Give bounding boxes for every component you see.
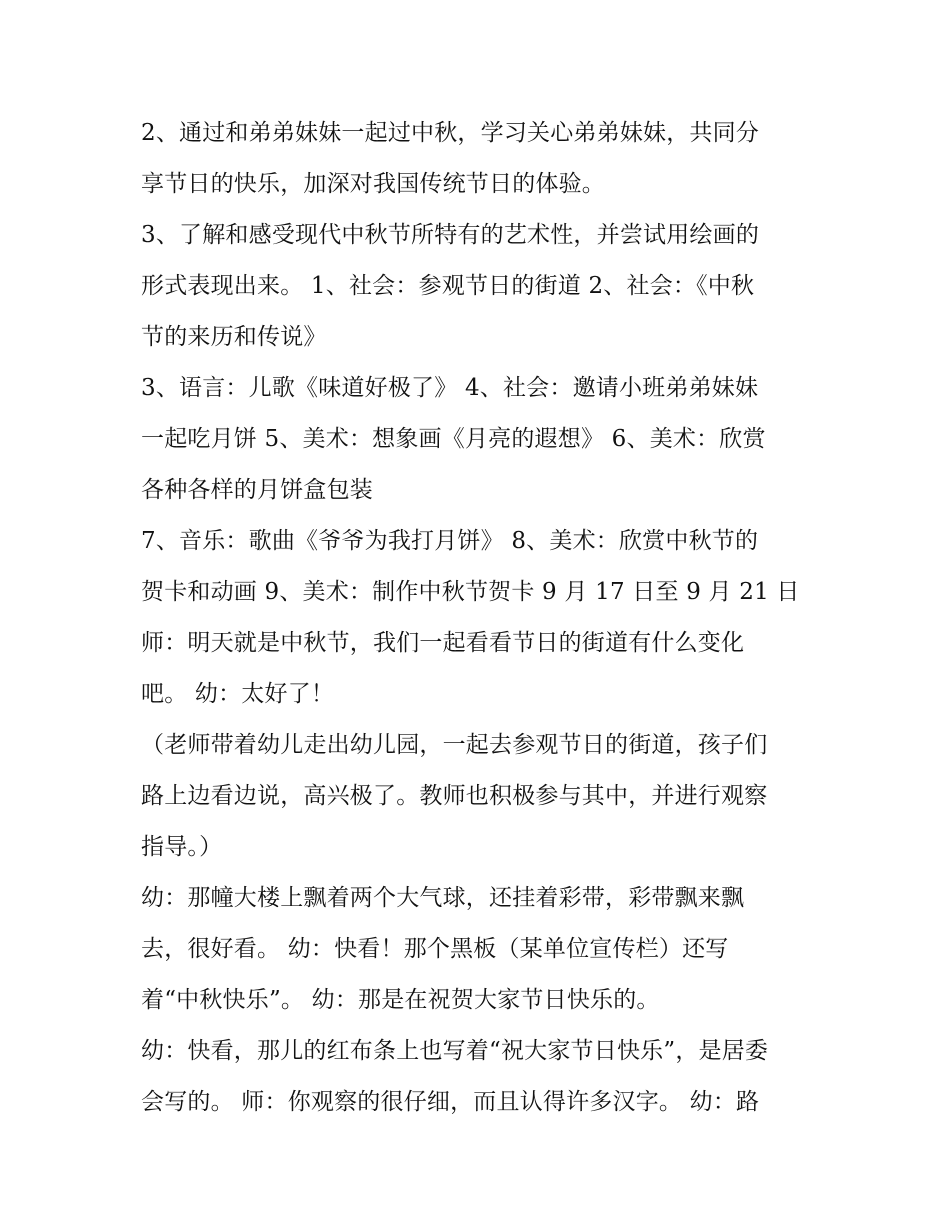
text-line: 幼：那幢大楼上飘着两个大气球，还挂着彩带，彩带飘来飘 [141, 885, 745, 911]
text-line: 形式表现出来。 1、社会：参观节日的街道 2、社会：《中秋 [141, 273, 755, 299]
text-line: 节的来历和传说》 [141, 324, 327, 350]
text-line: 幼：快看，那儿的红布条上也写着“祝大家节日快乐”，是居委 [141, 1038, 769, 1064]
text-line: 路上边看边说，高兴极了。教师也积极参与其中，并进行观察 [141, 783, 768, 809]
text-line: 去，很好看。 幼：快看！那个黑板（某单位宣传栏）还写 [141, 936, 729, 962]
text-line: 各种各样的月饼盒包装 [141, 477, 373, 503]
text-line: 指导。） [141, 834, 223, 860]
text-line: 贺卡和动画 9、美术：制作中秋节贺卡 9 月 17 日至 9 月 21 日 [141, 579, 800, 605]
text-line: 会写的。 师：你观察的很仔细，而且认得许多汉字。 幼：路 [141, 1089, 760, 1115]
text-line: 吧。 幼：太好了！ [141, 681, 335, 707]
text-line: 2、通过和弟弟妹妹一起过中秋，学习关心弟弟妹妹，共同分 [141, 120, 760, 146]
text-line: 享节日的快乐，加深对我国传统节日的体验。 [141, 171, 605, 197]
document-body [141, 108, 821, 1128]
text-line: 一起吃月饼 5、美术：想象画《月亮的遐想》 6、美术：欣赏 [141, 426, 766, 452]
text-line: 3、了解和感受现代中秋节所特有的艺术性，并尝试用绘画的 [141, 222, 760, 248]
text-line: 7、音乐：歌曲《爷爷为我打月饼》 8、美术：欣赏中秋节的 [141, 528, 759, 554]
text-line: （老师带着幼儿走出幼儿园，一起去参观节日的街道，孩子们 [141, 732, 768, 758]
text-line: 3、语言：儿歌《味道好极了》 4、社会：邀请小班弟弟妹妹 [141, 375, 759, 401]
text-line: 着“中秋快乐”。 幼：那是在祝贺大家节日快乐的。 [141, 987, 660, 1013]
text-line: 师：明天就是中秋节，我们一起看看节日的街道有什么变化 [141, 630, 745, 656]
